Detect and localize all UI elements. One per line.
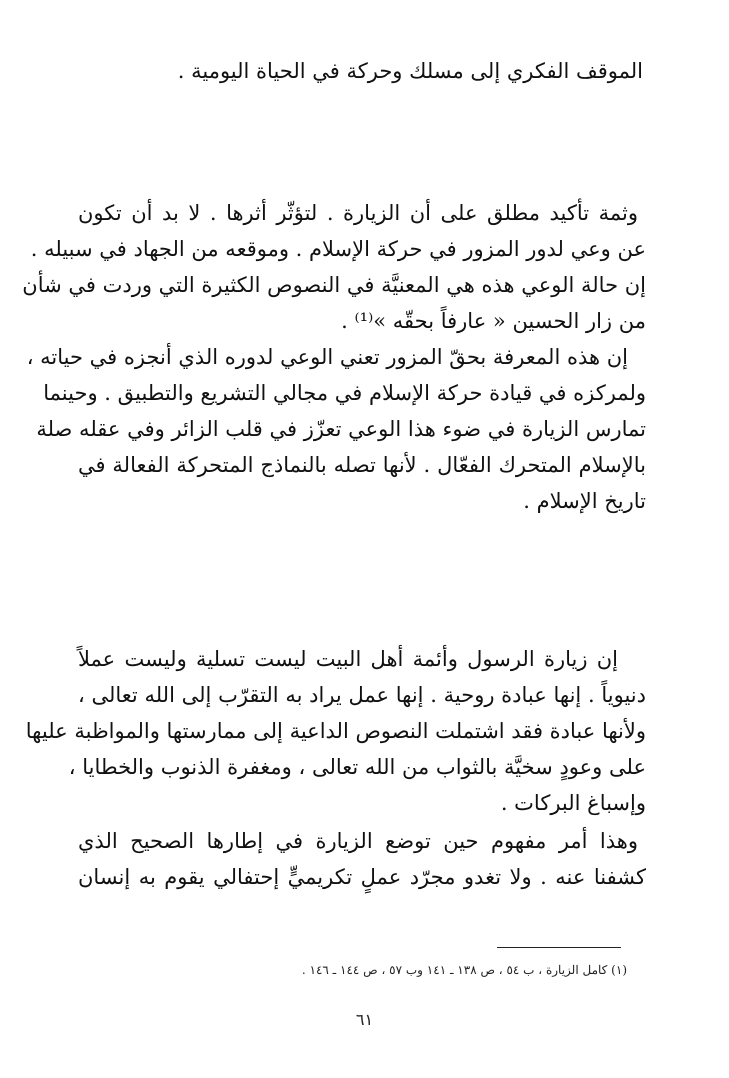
text-line: دنيوياً . إنها عبادة روحية . إنها عمل يراد به التقرّب إلى الله تعالى ، (78, 683, 646, 707)
footnote-separator (497, 947, 621, 948)
text-line: على وعودٍ سخيَّة بالثواب من الله تعالى ، ومغفرة الذنوب والخطايا ، (68, 755, 646, 779)
text-line: من زار الحسين « عارفاً بحقّه »⁽¹⁾ . (341, 309, 646, 333)
text-line: وثمة تأكيد مطلق على أن الزيارة . لتؤثّر أثرها . لا بد أن تكون (78, 201, 638, 225)
text-line: بالإسلام المتحرك الفعّال . لأنها تصله بالنماذج المتحركة الفعالة في (78, 453, 646, 477)
text-line: عن وعي لدور المزور في حركة الإسلام . وموقعه من الجهاد في سبيله . (30, 237, 646, 261)
text-line: وإسباغ البركات . (500, 791, 646, 815)
top-line: الموقف الفكري إلى مسلك وحركة في الحياة اليومية . (177, 59, 643, 83)
footnote: (١) كامل الزيارة ، ب ٥٤ ، ص ١٣٨ ـ ١٤١ وب ٥٧ ، ص ١٤٤ ـ ١٤٦ . (301, 963, 627, 977)
text-line: ولمركزه في قيادة حركة الإسلام في مجالي التشريع والتطبيق . وحينما (43, 381, 646, 405)
text-line: ولأنها عبادة فقد اشتملت النصوص الداعية إلى ممارستها والمواظبة عليها (25, 719, 646, 743)
text-line: إن حالة الوعي هذه هي المعنيَّة في النصوص الكثيرة التي وردت في شأن (22, 273, 646, 297)
text-line: إن زيارة الرسول وأئمة أهل البيت ليست تسلية وليست عملاً (78, 647, 618, 671)
text-line: تاريخ الإسلام . (523, 489, 646, 513)
text-line: كشفنا عنه . ولا تغدو مجرّد عملٍ تكريميٍّ إحتفالي يقوم به إنسان (78, 865, 646, 889)
text-line: تمارس الزيارة في ضوء هذا الوعي تعزّز في قلب الزائر وفي عقله صلة (36, 417, 646, 441)
text-line: إن هذه المعرفة بحقّ المزور تعني الوعي لدوره الذي أنجزه في حياته ، (26, 345, 628, 369)
page-number: ٦١ (355, 1010, 374, 1029)
text-line: وهذا أمر مفهوم حين توضع الزيارة في إطارها الصحيح الذي (78, 829, 638, 853)
